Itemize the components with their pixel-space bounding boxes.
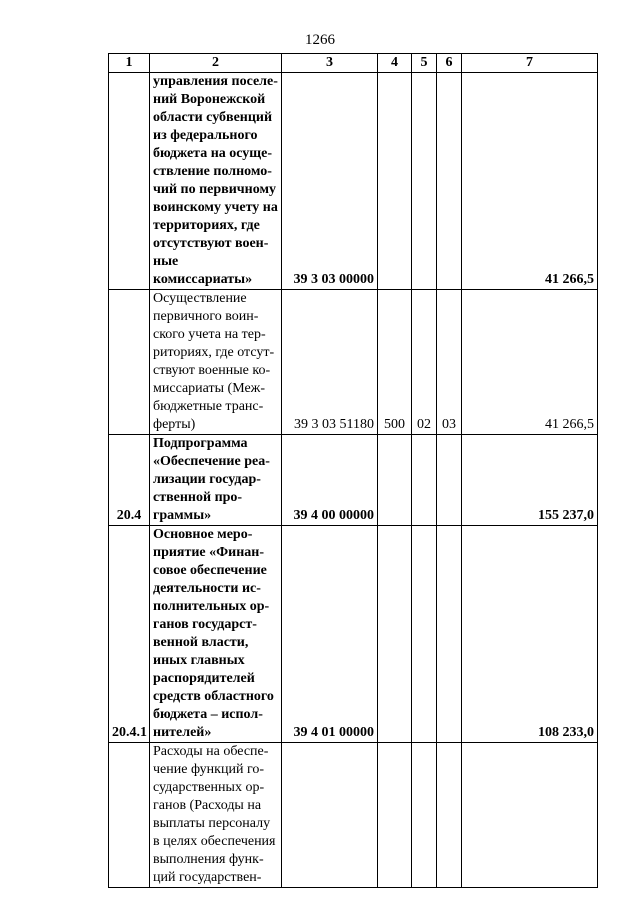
header-col-2: 2 [150,54,282,73]
row-pr [437,743,462,888]
row-name: Основное меро- приятие «Финан- совое обеспечение деятельности ис- полнительных ор- ганов государст- венной власти, иных главных распорядителей средств областного бюджета – испол- нителей» [150,526,282,743]
row-code: 39 4 01 00000 [282,526,378,743]
header-col-1: 1 [109,54,150,73]
row-name: Расходы на обеспе- чение функций го- сударственных ор- ганов (Расходы на выплаты персоналу в целях обеспечения выполнения функ- ций государствен- [150,743,282,888]
row-amount [462,743,598,888]
row-name: Подпрограмма «Обеспечение реа- лизации государ- ственной про- граммы» [150,435,282,526]
header-col-3: 3 [282,54,378,73]
row-vr [378,526,412,743]
row-rz [412,743,437,888]
row-code: 39 3 03 51180 [282,290,378,435]
row-number: 20.4.1 [109,526,150,743]
row-code: 39 4 00 00000 [282,435,378,526]
header-row [109,54,598,73]
row-vr: 500 [378,290,412,435]
row-rz [412,435,437,526]
row-rz [412,526,437,743]
table-row [109,290,598,435]
row-number [109,73,150,290]
row-vr [378,743,412,888]
page-number: 1266 [305,32,335,48]
row-amount: 108 233,0 [462,526,598,743]
row-number [109,743,150,888]
row-number [109,290,150,435]
row-name: управления поселе- ний Воронежской области субвенций из федерального бюджета на осуще- ствление полномо- чий по первичному воинскому учету на территориях, где отсутствуют воен- ные комиссариаты» [150,73,282,290]
table-row [109,435,598,526]
row-pr [437,435,462,526]
header-col-7: 7 [462,54,598,73]
row-code: 39 3 03 00000 [282,73,378,290]
row-code [282,743,378,888]
header-col-5: 5 [412,54,437,73]
row-rz: 02 [412,290,437,435]
table-row [109,73,598,290]
table-row [109,743,598,888]
row-vr [378,435,412,526]
row-vr [378,73,412,290]
budget-table [108,53,598,888]
header-col-4: 4 [378,54,412,73]
row-amount: 155 237,0 [462,435,598,526]
row-number: 20.4 [109,435,150,526]
row-pr [437,526,462,743]
row-pr [437,73,462,290]
table-row [109,526,598,743]
row-amount: 41 266,5 [462,73,598,290]
row-rz [412,73,437,290]
header-col-6: 6 [437,54,462,73]
row-name: Осуществление первичного воин- ского учета на тер- риториях, где отсут- ствуют военные ко- миссариаты (Меж- бюджетные транс- ферты) [150,290,282,435]
row-amount: 41 266,5 [462,290,598,435]
row-pr: 03 [437,290,462,435]
